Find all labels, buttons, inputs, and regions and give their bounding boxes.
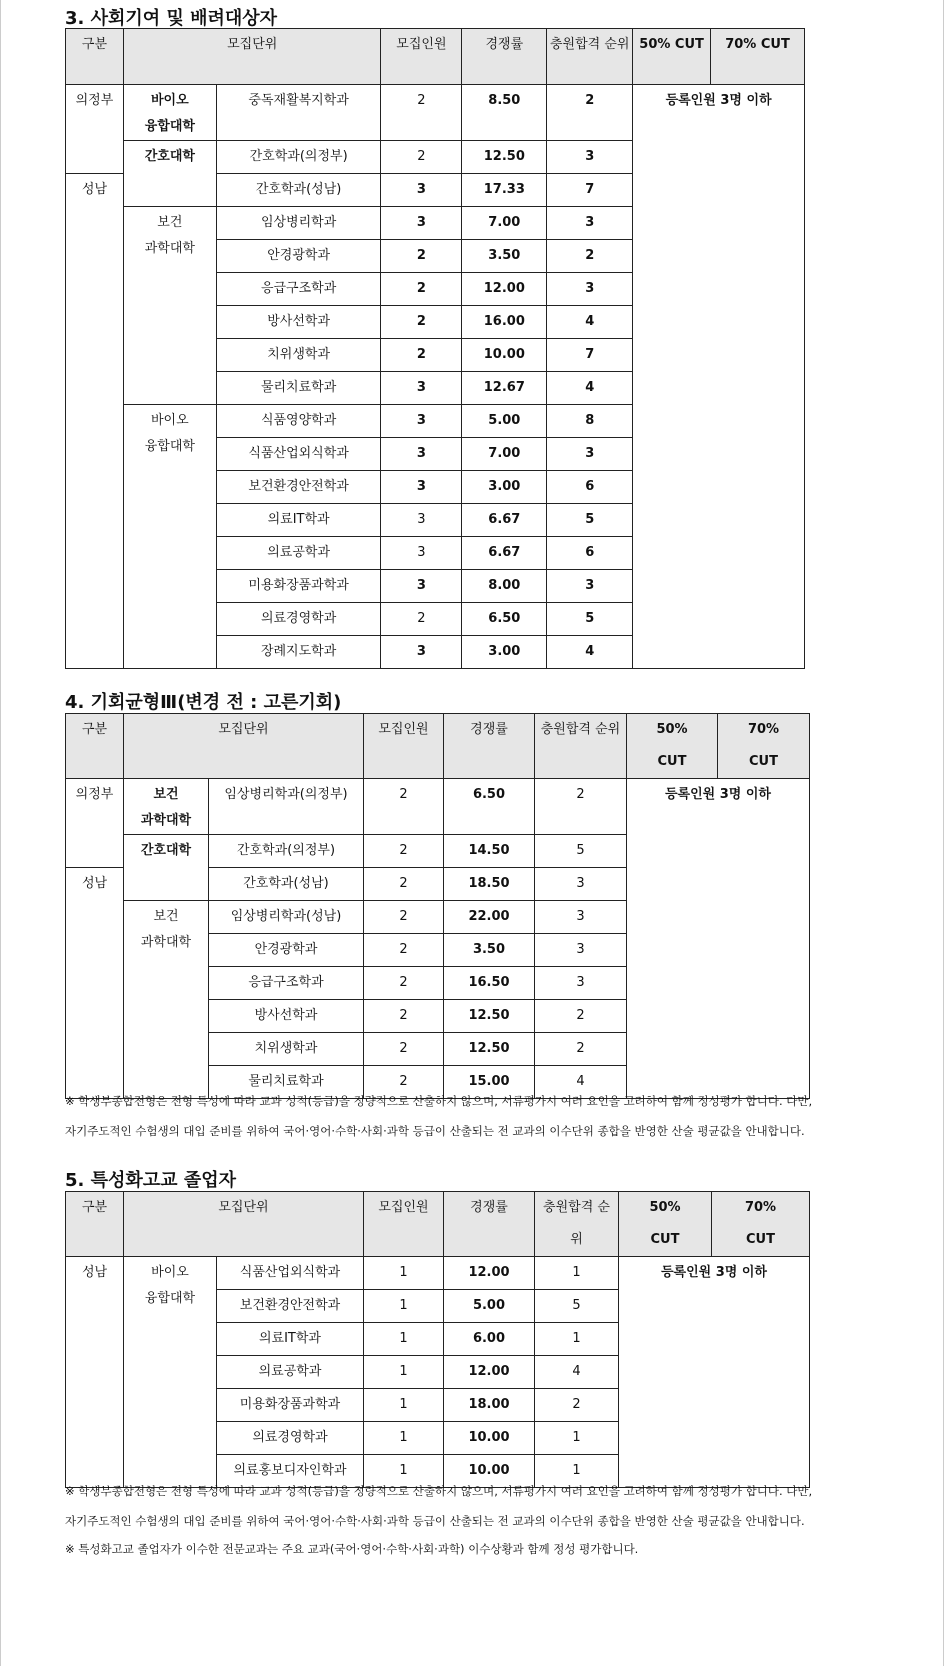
college-cell: 보건 과학대학 xyxy=(123,207,216,405)
note-1: ※ 학생부종합전형은 전형 특성에 따라 교과 성적(등급)을 정량적으로 산출하지 않으며, 서류평가시 여러 요인을 고려하여 함께 정성평가 합니다. 다만, xyxy=(65,1484,813,1498)
quota-cell: 1 xyxy=(364,1422,444,1455)
note-2: 자기주도적인 수험생의 대입 준비를 위하여 국어·영어·수학·사회·과학 등급이 산출되는 전 교과의 이수단위 종합을 반영한 산술 평균값을 안내합니다. xyxy=(65,1124,805,1138)
department-cell: 간호학과(성남) xyxy=(209,868,364,901)
competition-rate-cell: 12.67 xyxy=(462,372,547,405)
quota-cell: 2 xyxy=(381,306,462,339)
additional-rank-cell: 5 xyxy=(547,504,633,537)
quota-cell: 1 xyxy=(364,1290,444,1323)
cut-cell: 등록인원 3명 이하 xyxy=(633,85,805,669)
quota-cell: 1 xyxy=(364,1455,444,1488)
department-cell: 물리치료학과 xyxy=(209,1066,364,1099)
additional-rank-cell: 6 xyxy=(547,471,633,504)
note-3: ※ 특성화고교 졸업자가 이수한 전문교과는 주요 교과(국어·영어·수학·사회·과학) 이수상황과 함께 정성 평가합니다. xyxy=(65,1542,639,1556)
additional-rank-cell: 7 xyxy=(547,339,633,372)
competition-rate-cell: 5.00 xyxy=(444,1290,535,1323)
quota-cell: 2 xyxy=(364,901,444,934)
competition-rate-cell: 3.00 xyxy=(462,471,547,504)
college-cell: 보건 과학대학 xyxy=(124,901,209,1099)
competition-rate-cell: 12.00 xyxy=(444,1257,535,1290)
header-competition-rate: 경쟁률 xyxy=(462,29,547,85)
department-cell: 미용화장품과학과 xyxy=(217,1389,364,1422)
department-cell: 의료IT학과 xyxy=(216,504,381,537)
header-unit: 모집단위 xyxy=(124,1192,364,1257)
additional-rank-cell: 3 xyxy=(535,967,627,1000)
table-social-contribution xyxy=(65,28,805,669)
header-division: 구분 xyxy=(66,29,124,85)
cut-cell: 등록인원 3명 이하 xyxy=(627,779,810,1099)
header-50-cut: 50% CUT xyxy=(627,714,718,779)
competition-rate-cell: 6.50 xyxy=(462,603,547,636)
department-cell: 의료IT학과 xyxy=(217,1323,364,1356)
competition-rate-cell: 17.33 xyxy=(462,174,547,207)
campus-cell: 성남 xyxy=(66,868,124,1099)
additional-rank-cell: 1 xyxy=(535,1455,619,1488)
quota-cell: 2 xyxy=(381,273,462,306)
table-row xyxy=(66,1257,810,1290)
department-cell: 간호학과(의정부) xyxy=(216,141,381,174)
quota-cell: 3 xyxy=(381,636,462,669)
quota-cell: 2 xyxy=(381,85,462,141)
additional-rank-cell: 5 xyxy=(535,1290,619,1323)
additional-rank-cell: 8 xyxy=(547,405,633,438)
table-row xyxy=(66,85,805,141)
additional-rank-cell: 3 xyxy=(535,901,627,934)
quota-cell: 2 xyxy=(364,934,444,967)
department-cell: 응급구조학과 xyxy=(209,967,364,1000)
department-cell: 임상병리학과(성남) xyxy=(209,901,364,934)
header-unit: 모집단위 xyxy=(124,714,364,779)
department-cell: 간호학과(성남) xyxy=(216,174,381,207)
quota-cell: 1 xyxy=(364,1323,444,1356)
header-70-cut: 70% CUT xyxy=(711,29,805,85)
section-title-4: 4. 기회균형Ⅲ(변경 전 : 고른기회) xyxy=(65,692,342,713)
header-competition-rate: 경쟁률 xyxy=(444,1192,535,1257)
header-row xyxy=(66,29,805,85)
additional-rank-cell: 4 xyxy=(535,1066,627,1099)
note-2: 자기주도적인 수험생의 대입 준비를 위하여 국어·영어·수학·사회·과학 등급이 산출되는 전 교과의 이수단위 종합을 반영한 산술 평균값을 안내합니다. xyxy=(65,1514,805,1528)
additional-rank-cell: 4 xyxy=(547,636,633,669)
department-cell: 응급구조학과 xyxy=(216,273,381,306)
quota-cell: 3 xyxy=(381,570,462,603)
section-title-5: 5. 특성화고교 졸업자 xyxy=(65,1170,236,1191)
department-cell: 방사선학과 xyxy=(216,306,381,339)
department-cell: 의료경영학과 xyxy=(216,603,381,636)
quota-cell: 2 xyxy=(364,1033,444,1066)
header-50-cut: 50% CUT xyxy=(619,1192,712,1257)
header-additional-rank: 충원합격 순위 xyxy=(535,1192,619,1257)
competition-rate-cell: 3.50 xyxy=(462,240,547,273)
quota-cell: 1 xyxy=(364,1356,444,1389)
competition-rate-cell: 7.00 xyxy=(462,207,547,240)
department-cell: 의료경영학과 xyxy=(217,1422,364,1455)
additional-rank-cell: 1 xyxy=(535,1422,619,1455)
competition-rate-cell: 6.67 xyxy=(462,504,547,537)
college-cell: 간호대학 xyxy=(124,835,209,901)
department-cell: 의료홍보디자인학과 xyxy=(217,1455,364,1488)
competition-rate-cell: 12.00 xyxy=(444,1356,535,1389)
additional-rank-cell: 3 xyxy=(535,868,627,901)
department-cell: 물리치료학과 xyxy=(216,372,381,405)
quota-cell: 2 xyxy=(381,141,462,174)
competition-rate-cell: 10.00 xyxy=(444,1455,535,1488)
competition-rate-cell: 14.50 xyxy=(444,835,535,868)
department-cell: 의료공학과 xyxy=(216,537,381,570)
quota-cell: 3 xyxy=(381,207,462,240)
additional-rank-cell: 5 xyxy=(535,835,627,868)
quota-cell: 3 xyxy=(381,438,462,471)
competition-rate-cell: 6.50 xyxy=(444,779,535,835)
additional-rank-cell: 3 xyxy=(547,438,633,471)
campus-cell: 의정부 xyxy=(66,85,124,174)
competition-rate-cell: 10.00 xyxy=(462,339,547,372)
header-quota: 모집인원 xyxy=(381,29,462,85)
competition-rate-cell: 16.50 xyxy=(444,967,535,1000)
quota-cell: 2 xyxy=(381,339,462,372)
department-cell: 미용화장품과학과 xyxy=(216,570,381,603)
header-competition-rate: 경쟁률 xyxy=(444,714,535,779)
department-cell: 장례지도학과 xyxy=(216,636,381,669)
competition-rate-cell: 12.50 xyxy=(444,1033,535,1066)
additional-rank-cell: 4 xyxy=(547,372,633,405)
competition-rate-cell: 3.50 xyxy=(444,934,535,967)
quota-cell: 3 xyxy=(381,504,462,537)
additional-rank-cell: 1 xyxy=(535,1257,619,1290)
additional-rank-cell: 5 xyxy=(547,603,633,636)
table-row xyxy=(66,779,810,835)
department-cell: 임상병리학과(의정부) xyxy=(209,779,364,835)
header-70-cut: 70% CUT xyxy=(718,714,810,779)
competition-rate-cell: 3.00 xyxy=(462,636,547,669)
quota-cell: 3 xyxy=(381,471,462,504)
department-cell: 의료공학과 xyxy=(217,1356,364,1389)
college-cell: 바이오 융합대학 xyxy=(123,405,216,669)
header-additional-rank: 충원합격 순위 xyxy=(547,29,633,85)
department-cell: 안경광학과 xyxy=(209,934,364,967)
section-title-3: 3. 사회기여 및 배려대상자 xyxy=(65,8,278,29)
department-cell: 간호학과(의정부) xyxy=(209,835,364,868)
quota-cell: 2 xyxy=(381,603,462,636)
additional-rank-cell: 3 xyxy=(547,207,633,240)
department-cell: 안경광학과 xyxy=(216,240,381,273)
additional-rank-cell: 2 xyxy=(547,85,633,141)
competition-rate-cell: 16.00 xyxy=(462,306,547,339)
quota-cell: 2 xyxy=(364,868,444,901)
header-70-cut: 70% CUT xyxy=(712,1192,810,1257)
department-cell: 방사선학과 xyxy=(209,1000,364,1033)
quota-cell: 1 xyxy=(364,1257,444,1290)
additional-rank-cell: 6 xyxy=(547,537,633,570)
department-cell: 치위생학과 xyxy=(216,339,381,372)
additional-rank-cell: 2 xyxy=(535,1389,619,1422)
campus-cell: 성남 xyxy=(66,1257,124,1488)
additional-rank-cell: 3 xyxy=(547,570,633,603)
header-row xyxy=(66,714,810,779)
quota-cell: 3 xyxy=(381,372,462,405)
note-1: ※ 학생부종합전형은 전형 특성에 따라 교과 성적(등급)을 정량적으로 산출하지 않으며, 서류평가시 여러 요인을 고려하여 함께 정성평가 합니다. 다만, xyxy=(65,1094,813,1108)
department-cell: 식품영양학과 xyxy=(216,405,381,438)
competition-rate-cell: 10.00 xyxy=(444,1422,535,1455)
quota-cell: 2 xyxy=(364,1066,444,1099)
header-50-cut: 50% CUT xyxy=(633,29,711,85)
competition-rate-cell: 15.00 xyxy=(444,1066,535,1099)
college-cell: 바이오 융합대학 xyxy=(123,85,216,141)
campus-cell: 성남 xyxy=(66,174,124,669)
header-additional-rank: 충원합격 순위 xyxy=(535,714,627,779)
header-unit: 모집단위 xyxy=(123,29,381,85)
campus-cell: 의정부 xyxy=(66,779,124,868)
table-opportunity-balance xyxy=(65,713,810,1099)
additional-rank-cell: 4 xyxy=(535,1356,619,1389)
additional-rank-cell: 3 xyxy=(547,273,633,306)
department-cell: 식품산업외식학과 xyxy=(217,1257,364,1290)
department-cell: 치위생학과 xyxy=(209,1033,364,1066)
college-cell: 바이오 융합대학 xyxy=(124,1257,217,1488)
quota-cell: 2 xyxy=(364,967,444,1000)
quota-cell: 3 xyxy=(381,405,462,438)
department-cell: 보건환경안전학과 xyxy=(216,471,381,504)
additional-rank-cell: 4 xyxy=(547,306,633,339)
additional-rank-cell: 3 xyxy=(535,934,627,967)
quota-cell: 3 xyxy=(381,537,462,570)
department-cell: 보건환경안전학과 xyxy=(217,1290,364,1323)
header-quota: 모집인원 xyxy=(364,714,444,779)
college-cell: 보건 과학대학 xyxy=(124,779,209,835)
additional-rank-cell: 1 xyxy=(535,1323,619,1356)
additional-rank-cell: 7 xyxy=(547,174,633,207)
header-row xyxy=(66,1192,810,1257)
table-specialized-high-school xyxy=(65,1191,810,1488)
competition-rate-cell: 6.67 xyxy=(462,537,547,570)
quota-cell: 2 xyxy=(364,779,444,835)
quota-cell: 3 xyxy=(381,174,462,207)
competition-rate-cell: 5.00 xyxy=(462,405,547,438)
additional-rank-cell: 2 xyxy=(535,779,627,835)
competition-rate-cell: 8.50 xyxy=(462,85,547,141)
header-quota: 모집인원 xyxy=(364,1192,444,1257)
competition-rate-cell: 18.00 xyxy=(444,1389,535,1422)
competition-rate-cell: 18.50 xyxy=(444,868,535,901)
competition-rate-cell: 8.00 xyxy=(462,570,547,603)
additional-rank-cell: 2 xyxy=(547,240,633,273)
competition-rate-cell: 6.00 xyxy=(444,1323,535,1356)
header-division: 구분 xyxy=(66,1192,124,1257)
competition-rate-cell: 12.50 xyxy=(462,141,547,174)
department-cell: 임상병리학과 xyxy=(216,207,381,240)
header-division: 구분 xyxy=(66,714,124,779)
competition-rate-cell: 7.00 xyxy=(462,438,547,471)
competition-rate-cell: 12.00 xyxy=(462,273,547,306)
additional-rank-cell: 3 xyxy=(547,141,633,174)
college-cell: 간호대학 xyxy=(123,141,216,207)
department-cell: 식품산업외식학과 xyxy=(216,438,381,471)
quota-cell: 2 xyxy=(364,1000,444,1033)
competition-rate-cell: 22.00 xyxy=(444,901,535,934)
department-cell: 중독재활복지학과 xyxy=(216,85,381,141)
additional-rank-cell: 2 xyxy=(535,1033,627,1066)
quota-cell: 2 xyxy=(364,835,444,868)
competition-rate-cell: 12.50 xyxy=(444,1000,535,1033)
quota-cell: 1 xyxy=(364,1389,444,1422)
cut-cell: 등록인원 3명 이하 xyxy=(619,1257,810,1488)
quota-cell: 2 xyxy=(381,240,462,273)
additional-rank-cell: 2 xyxy=(535,1000,627,1033)
